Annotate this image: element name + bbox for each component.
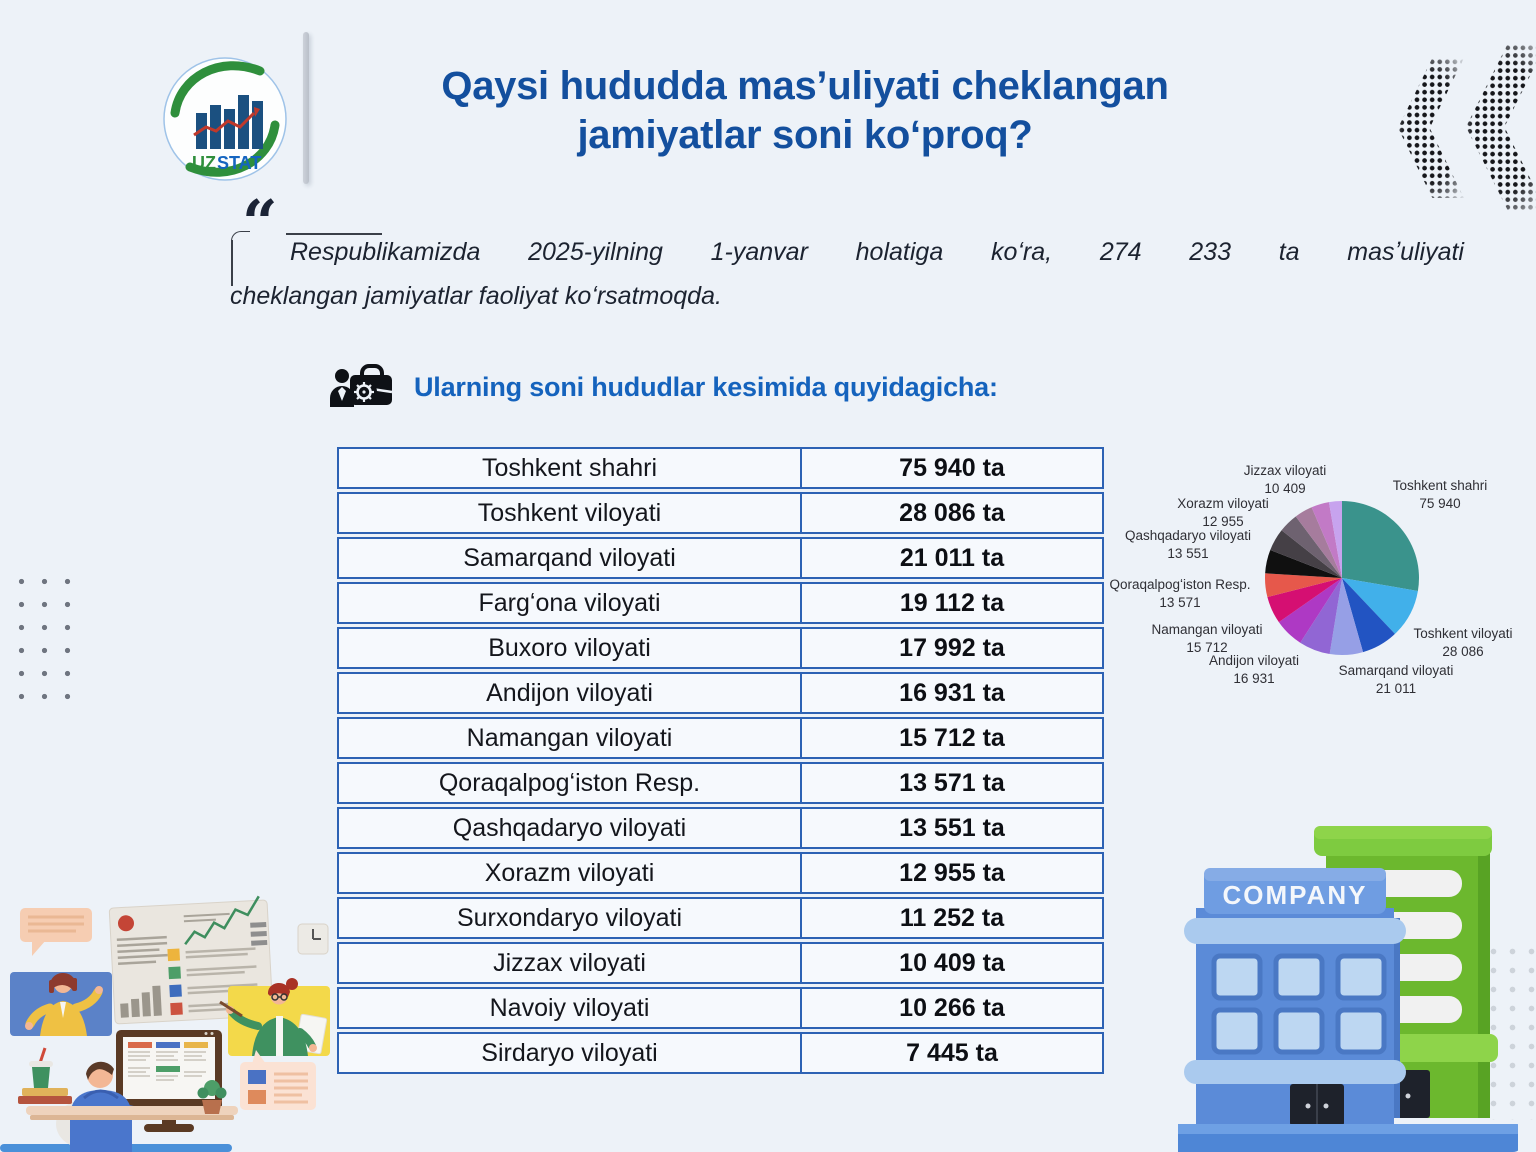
region-value-cell: 28 086 ta (800, 492, 1104, 534)
table-row-toshkent-viloyati (337, 492, 1104, 534)
speech-bubble-note (240, 1050, 316, 1110)
region-name-cell: Toshkent viloyati (337, 492, 800, 534)
quote-line1: Respublikamizda 2025-yilning 1-yanvar holatiga koʻra, 274 233 ta masʼuliyati (290, 238, 1464, 266)
table-row-buxoro-viloyati (337, 627, 1104, 669)
quote-line2: cheklangan jamiyatlar faoliyat koʻrsatmoqda. (230, 282, 722, 310)
region-value-cell: 11 252 ta (800, 897, 1104, 939)
region-value-cell: 10 409 ta (800, 942, 1104, 984)
table-row-navoiy-viloyati (337, 987, 1104, 1029)
pie-label-jizzax-viloyati: Jizzax viloyati 10 409 (1243, 463, 1327, 496)
video-call-woman-left (10, 972, 112, 1036)
region-name-cell: Buxoro viloyati (337, 627, 800, 669)
region-value-cell: 21 011 ta (800, 537, 1104, 579)
regions-table (337, 447, 1104, 1077)
region-value-cell: 19 112 ta (800, 582, 1104, 624)
table-row-toshkent-shahri (337, 447, 1104, 489)
pie-slice-toshkent-shahri (1342, 501, 1419, 591)
region-name-cell: Samarqand viloyati (337, 537, 800, 579)
region-value-cell: 10 266 ta (800, 987, 1104, 1029)
opening-quote-icon: “ (242, 186, 278, 259)
region-name-cell: Andijon viloyati (337, 672, 800, 714)
region-name-cell: Sirdaryo viloyati (337, 1032, 800, 1074)
region-value-cell: 16 931 ta (800, 672, 1104, 714)
table-row-qashqadaryo-viloyati (337, 807, 1104, 849)
people-working-illustration (0, 860, 360, 1152)
region-name-cell: Qashqadaryo viloyati (337, 807, 800, 849)
region-value-cell: 75 940 ta (800, 447, 1104, 489)
section-subtitle-label: Ularning soni hududlar kesimida quyidagicha: (414, 371, 998, 402)
table-row-jizzax-viloyati (337, 942, 1104, 984)
logo-text-uz: UZ (192, 153, 216, 173)
pie-label-andijon-viloyati: Andijon viloyati 16 931 (1208, 653, 1300, 686)
table-row-sirdaryo-viloyati (337, 1032, 1104, 1074)
region-name-cell: Namangan viloyati (337, 717, 800, 759)
video-call-woman-right (220, 978, 330, 1056)
page-title (330, 62, 1280, 160)
table-row-qoraqalpog-iston-resp (337, 762, 1104, 804)
clock-icon (298, 924, 328, 954)
region-name-cell: Surxondaryo viloyati (337, 897, 800, 939)
section-subtitle (330, 363, 998, 411)
pie-label-namangan-viloyati: Namangan viloyati 15 712 (1151, 622, 1263, 655)
region-name-cell: Xorazm viloyati (337, 852, 800, 894)
region-value-cell: 7 445 ta (800, 1032, 1104, 1074)
region-name-cell: Qoraqalpogʻiston Resp. (337, 762, 800, 804)
speech-bubble-icon (20, 908, 92, 956)
regions-pie-chart (1100, 440, 1536, 740)
region-name-cell: Fargʻona viloyati (337, 582, 800, 624)
halftone-chevron-icon (1466, 44, 1536, 210)
logo-text-stat: STAT (217, 153, 262, 173)
page-title-line1: Qaysi hududda masʼuliyati cheklangan (441, 64, 1169, 108)
table-row-xorazm-viloyati (337, 852, 1104, 894)
region-value-cell: 13 571 ta (800, 762, 1104, 804)
company-buildings-illustration (1178, 818, 1518, 1152)
table-row-namangan-viloyati (337, 717, 1104, 759)
uzstat-logo (160, 55, 292, 185)
region-value-cell: 15 712 ta (800, 717, 1104, 759)
vertical-divider (303, 32, 309, 184)
pie-label-toshkent-viloyati: Toshkent viloyati 28 086 (1413, 626, 1513, 659)
coffee-and-books (18, 1048, 72, 1104)
region-value-cell: 12 955 ta (800, 852, 1104, 894)
person-briefcase-gear-icon (330, 363, 394, 411)
pie-label-xorazm-viloyati: Xorazm viloyati 12 955 (1177, 496, 1269, 529)
region-name-cell: Toshkent shahri (337, 447, 800, 489)
page-title-line2: jamiyatlar soni koʻproq? (577, 113, 1033, 157)
region-value-cell: 17 992 ta (800, 627, 1104, 669)
region-value-cell: 13 551 ta (800, 807, 1104, 849)
region-name-cell: Jizzax viloyati (337, 942, 800, 984)
building-base (1178, 1124, 1518, 1152)
company-sign-label: COMPANY (1222, 880, 1368, 910)
blue-building (1184, 868, 1406, 1126)
table-row-farg-ona-viloyati (337, 582, 1104, 624)
table-row-andijon-viloyati (337, 672, 1104, 714)
quote-paragraph (230, 230, 1464, 318)
pie-label-qashqadaryo-viloyati: Qashqadaryo viloyati 13 551 (1124, 528, 1252, 561)
pie-label-qoraqalpog-iston-resp: Qoraqalpogʻiston Resp. 13 571 (1109, 577, 1251, 610)
region-name-cell: Navoiy viloyati (337, 987, 800, 1029)
table-row-samarqand-viloyati (337, 537, 1104, 579)
pie-label-toshkent-shahri: Toshkent shahri 75 940 (1392, 478, 1488, 511)
halftone-chevron-icon (1398, 58, 1464, 198)
pie-label-samarqand-viloyati: Samarqand viloyati 21 011 (1338, 663, 1454, 696)
dots-grid-left (10, 570, 80, 707)
table-row-surxondaryo-viloyati (337, 897, 1104, 939)
